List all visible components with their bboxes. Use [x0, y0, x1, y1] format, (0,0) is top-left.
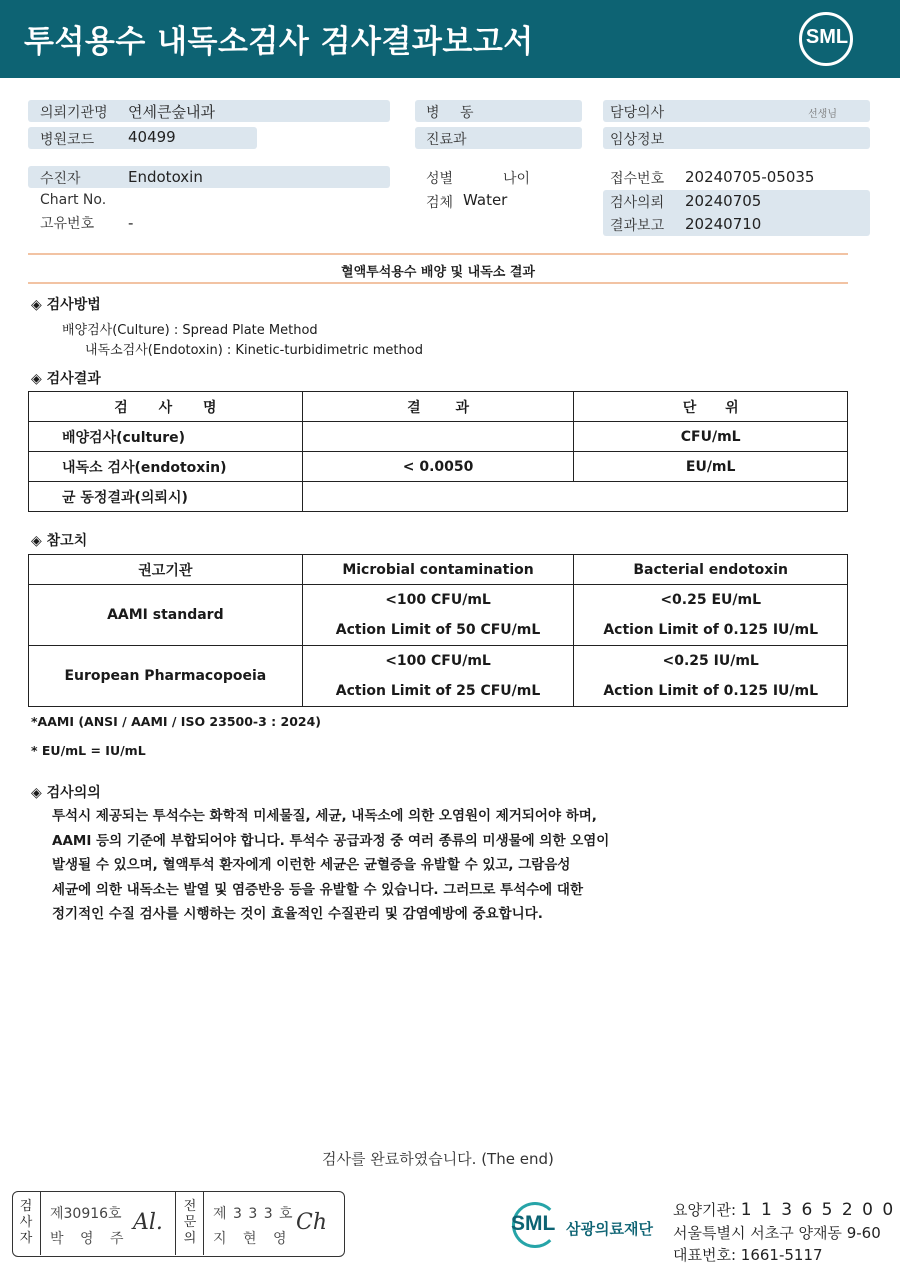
- examiner-no: 제30916호: [50, 1206, 122, 1222]
- sex-label: 성별: [426, 171, 454, 187]
- reference-micro: [302, 585, 574, 646]
- result-name: 균 동정결과(의뢰시): [29, 482, 303, 512]
- reference-endo-limit: <0.25 IU/mL: [662, 653, 759, 669]
- specialist-signature: Ch: [296, 1210, 328, 1235]
- reference-note-1: *AAMI (ANSI / AAMI / ISO 23500-3 : 2024): [31, 714, 322, 729]
- specialist-name: 지 현 영: [213, 1231, 293, 1247]
- results-header-row: [29, 392, 848, 422]
- opinion-body: [52, 804, 872, 927]
- footer-address: 서울특별시 서초구 양재동 9-60: [673, 1224, 881, 1242]
- specialist-label: 전 문 의: [183, 1199, 197, 1246]
- specialist-no: 제 3 3 3 호: [213, 1206, 294, 1222]
- reference-org: AAMI standard: [29, 585, 303, 646]
- patient-pill: [28, 166, 390, 188]
- result-name: 배양검사(culture): [29, 422, 303, 452]
- doctor-suffix: 선생님: [808, 109, 837, 120]
- reference-micro-action: Action Limit of 50 CFU/mL: [335, 622, 541, 638]
- footer-code-value: 1 1 3 6 5 2 0 0: [740, 1200, 896, 1220]
- reference-endo: [574, 585, 848, 646]
- reference-table: [28, 554, 848, 707]
- clinical-label: 임상정보: [610, 132, 665, 148]
- reference-header-micro: Microbial contamination: [302, 555, 574, 585]
- table-row: [29, 452, 848, 482]
- result-value: [302, 482, 847, 512]
- request-label: 검사의뢰: [610, 195, 665, 211]
- patient-label: 수진자: [40, 171, 81, 187]
- report-header: [0, 0, 900, 78]
- result-name: 내독소 검사(endotoxin): [29, 452, 303, 482]
- method-line-1: 배양검사(Culture) : Spread Plate Method: [62, 323, 318, 338]
- unique-value: -: [128, 214, 134, 232]
- footer-logo-text: SML: [511, 1212, 556, 1235]
- examiner-name: 박 영 주: [50, 1231, 130, 1247]
- reference-endo: [574, 646, 848, 707]
- footer-phone: [673, 1244, 823, 1265]
- method-line-2: 내독소검사(Endotoxin) : Kinetic-turbidimetric method: [85, 343, 423, 358]
- result-unit: CFU/mL: [574, 422, 848, 452]
- examiner-signature: Al.: [133, 1210, 163, 1235]
- opinion-line: 투석시 제공되는 투석수는 화학적 미세물질, 세균, 내독소에 의한 오염원이 제거되어야 하며,: [52, 808, 597, 824]
- specimen-value: Water: [463, 191, 508, 209]
- opinion-line: 세균에 의한 내독소는 발열 및 염증반응 등을 유발할 수 있습니다. 그러므로 투석수에 대한: [52, 881, 584, 898]
- reference-endo-limit: <0.25 EU/mL: [660, 592, 762, 608]
- results-table: [28, 391, 848, 512]
- method-heading: ◈ 검사방법: [31, 297, 101, 313]
- reference-micro-limit: <100 CFU/mL: [385, 653, 491, 669]
- end-text: 검사를 완료하였습니다. (The end): [322, 1150, 554, 1168]
- reference-micro-limit: <100 CFU/mL: [385, 592, 491, 608]
- patient-value: Endotoxin: [128, 168, 203, 186]
- ward-label: 병 동: [426, 105, 482, 121]
- result-value: < 0.0050: [302, 452, 574, 482]
- reference-header-endo: Bacterial endotoxin: [574, 555, 848, 585]
- result-value: [302, 422, 574, 452]
- age-label: 나이: [503, 171, 531, 187]
- opinion-line: 정기적인 수질 검사를 시행하는 것이 효율적인 수질관리 및 감염예방에 중요합니다.: [52, 906, 543, 922]
- report-title: 투석용수 내독소검사 검사결과보고서: [24, 24, 534, 60]
- reference-org: European Pharmacopoeia: [29, 646, 303, 707]
- report-label: 결과보고: [610, 218, 665, 234]
- opinion-line: 발생될 수 있으며, 혈액투석 환자에게 이런한 세균은 균혈증을 유발할 수 있고, 그람음성: [52, 857, 571, 873]
- reference-header-row: [29, 555, 848, 585]
- footer-org-name: 삼광의료재단: [566, 1220, 653, 1238]
- report-value: 20240710: [685, 215, 762, 233]
- footer-phone-label: 대표번호:: [673, 1246, 737, 1264]
- dept-label: 진료과: [426, 132, 467, 148]
- footer-code: [673, 1199, 895, 1220]
- table-row: [29, 585, 848, 646]
- sml-logo-text: SML: [805, 26, 849, 48]
- code-label: 병원코드: [40, 132, 95, 148]
- request-value: 20240705: [685, 192, 762, 210]
- opinion-line: AAMI 등의 기준에 부합되어야 합니다. 투석수 공급과정 중 여러 종류의 미생물에 의한 오염이: [52, 832, 610, 849]
- table-row: [29, 422, 848, 452]
- section-title: 혈액투석용수 배양 및 내독소 결과: [341, 265, 535, 280]
- results-header-result: 결 과: [302, 392, 574, 422]
- reference-micro: [302, 646, 574, 707]
- chart-label: Chart No.: [40, 192, 107, 208]
- reference-note-2: * EU/mL = IU/mL: [31, 743, 146, 758]
- footer-code-label: 요양기관:: [673, 1201, 737, 1219]
- opinion-heading: ◈ 검사의의: [31, 785, 101, 801]
- signature-box: [12, 1191, 345, 1257]
- reference-header-org: 권고기관: [29, 555, 303, 585]
- hospital-value: 연세큰숲내과: [128, 103, 215, 121]
- reference-heading: ◈ 참고치: [31, 533, 88, 549]
- table-row: [29, 646, 848, 707]
- doctor-label: 담당의사: [610, 105, 665, 121]
- signature-divider: [175, 1192, 176, 1255]
- table-row: [29, 482, 848, 512]
- reference-endo-action: Action Limit of 0.125 IU/mL: [603, 683, 819, 699]
- section-band: [28, 253, 848, 284]
- results-header-unit: 단 위: [574, 392, 848, 422]
- signature-divider: [40, 1192, 41, 1255]
- unique-label: 고유번호: [40, 216, 95, 232]
- reference-micro-action: Action Limit of 25 CFU/mL: [335, 683, 541, 699]
- receipt-value: 20240705-05035: [685, 168, 815, 186]
- reference-endo-action: Action Limit of 0.125 IU/mL: [603, 622, 819, 638]
- results-header-name: 검 사 명: [29, 392, 303, 422]
- examiner-label: 검 사 자: [19, 1199, 33, 1246]
- footer-phone-value: 1661-5117: [740, 1246, 823, 1264]
- specimen-label: 검체: [426, 195, 454, 211]
- hospital-label: 의뢰기관명: [40, 105, 108, 121]
- code-value: 40499: [128, 128, 176, 146]
- results-heading: ◈ 검사결과: [31, 371, 101, 387]
- result-unit: EU/mL: [574, 452, 848, 482]
- receipt-label: 접수번호: [610, 171, 665, 187]
- signature-divider: [203, 1192, 204, 1255]
